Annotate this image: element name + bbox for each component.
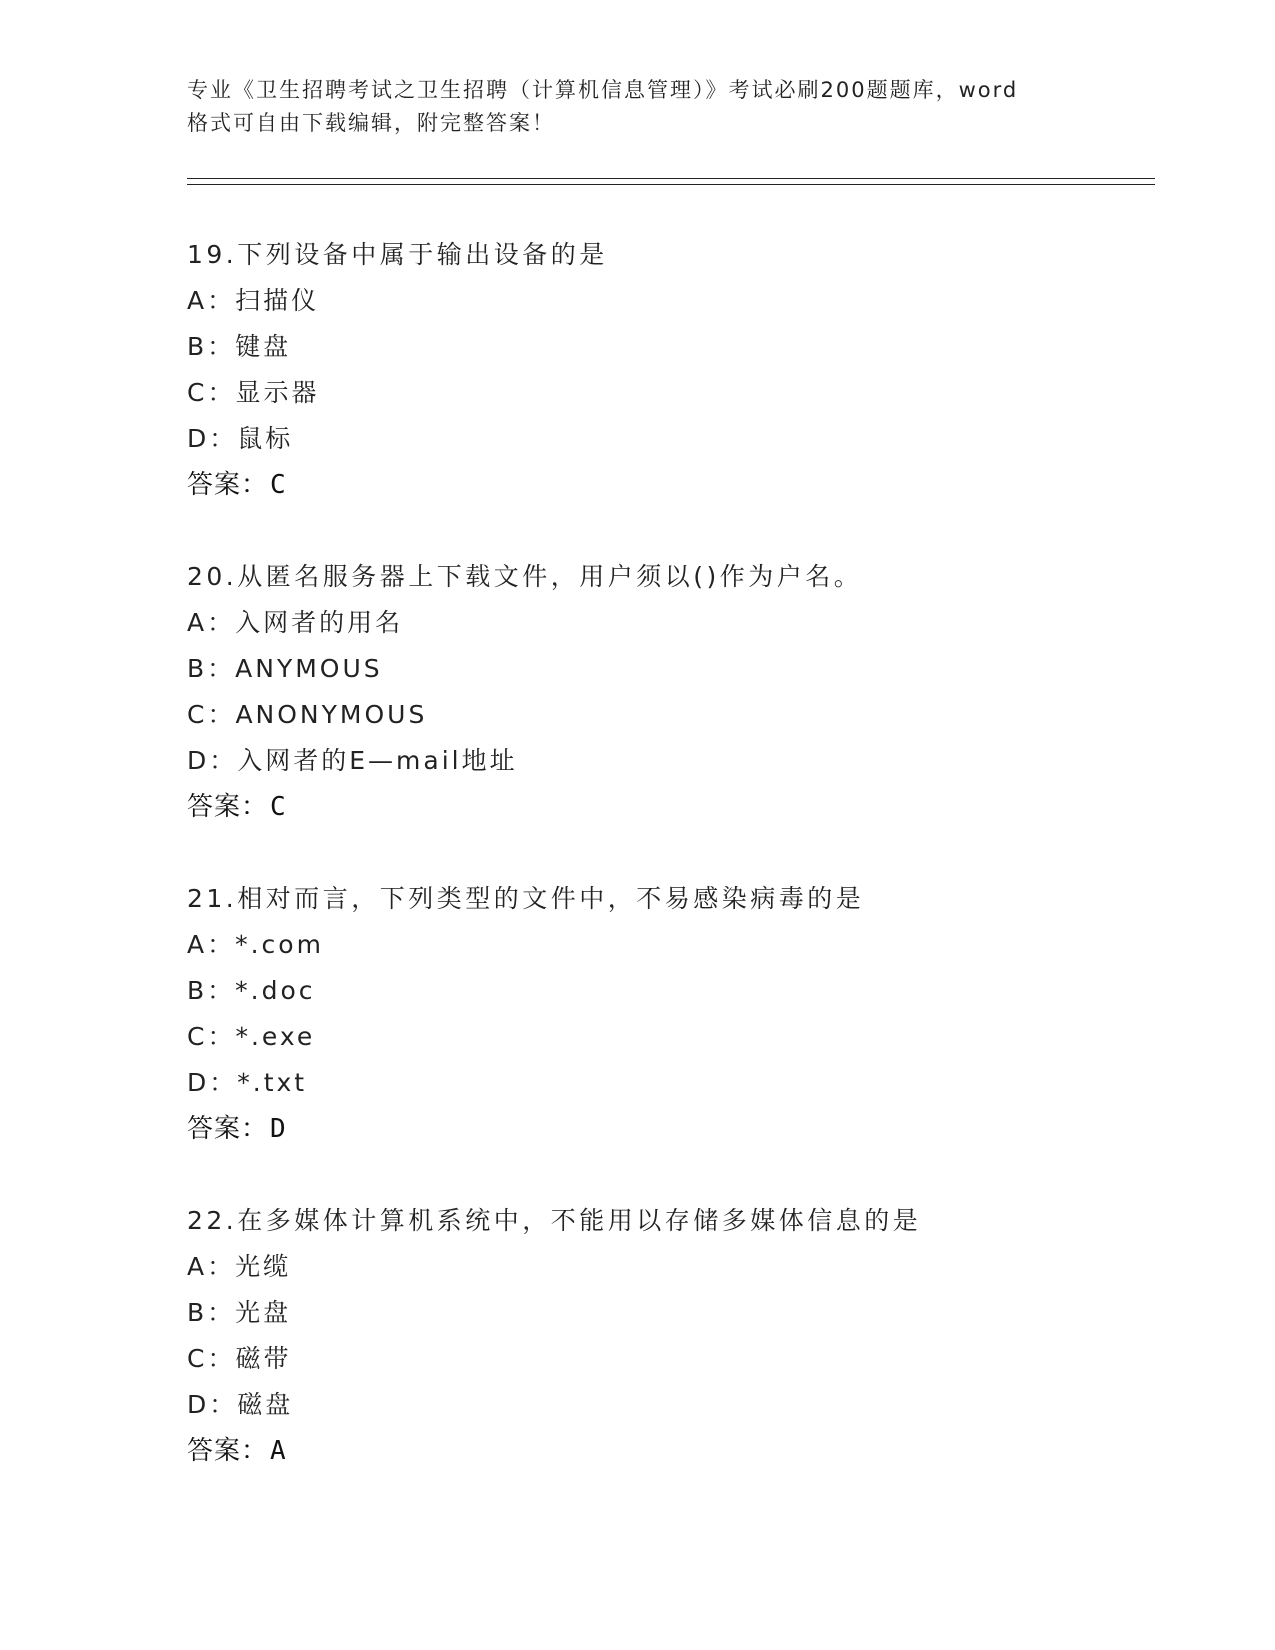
option-d: D：鼠标 xyxy=(187,424,294,453)
question-stem: 20.从匿名服务器上下载文件，用户须以()作为户名。 xyxy=(187,562,863,591)
option-d: D：磁盘 xyxy=(187,1390,294,1419)
option-b: B：光盘 xyxy=(187,1298,292,1327)
option-a: A：入网者的用名 xyxy=(187,608,404,637)
option-b: B：键盘 xyxy=(187,332,292,361)
option-b: B：*.doc xyxy=(187,976,316,1005)
question-stem: 22.在多媒体计算机系统中，不能用以存储多媒体信息的是 xyxy=(187,1206,922,1235)
header-title-line-1: 专业《卫生招聘考试之卫生招聘（计算机信息管理）》考试必刷200题题库，word xyxy=(187,78,1019,102)
option-b: B：ANYMOUS xyxy=(187,654,383,683)
answer-label: 答案： xyxy=(187,470,269,500)
header-divider-top xyxy=(187,178,1155,179)
option-c: C：ANONYMOUS xyxy=(187,700,428,729)
question-block xyxy=(187,554,1137,830)
option-c: C：磁带 xyxy=(187,1344,292,1373)
option-d: D：入网者的E—mail地址 xyxy=(187,746,518,775)
option-a: A：*.com xyxy=(187,930,324,959)
answer-value: A xyxy=(270,1436,287,1466)
option-a: A：光缆 xyxy=(187,1252,292,1281)
answer-line xyxy=(187,1106,1137,1152)
answer-label: 答案： xyxy=(187,792,269,822)
option-a: A：扫描仪 xyxy=(187,286,320,315)
header-divider-bottom xyxy=(187,184,1155,185)
question-block xyxy=(187,876,1137,1152)
question-stem: 21.相对而言，下列类型的文件中，不易感染病毒的是 xyxy=(187,884,865,913)
option-c: C：*.exe xyxy=(187,1022,316,1051)
option-d: D：*.txt xyxy=(187,1068,308,1097)
answer-label: 答案： xyxy=(187,1436,269,1466)
question-stem: 19.下列设备中属于输出设备的是 xyxy=(187,240,608,269)
answer-line xyxy=(187,784,1137,830)
answer-line xyxy=(187,462,1137,508)
question-block xyxy=(187,232,1137,508)
option-c: C：显示器 xyxy=(187,378,320,407)
answer-value: D xyxy=(270,1114,287,1144)
answer-value: C xyxy=(270,792,287,822)
question-block xyxy=(187,1198,1137,1474)
answer-line xyxy=(187,1428,1137,1474)
answer-value: C xyxy=(270,470,287,500)
document-header xyxy=(187,74,1087,140)
header-title-line-2: 格式可自由下载编辑，附完整答案！ xyxy=(187,111,555,135)
answer-label: 答案： xyxy=(187,1114,269,1144)
